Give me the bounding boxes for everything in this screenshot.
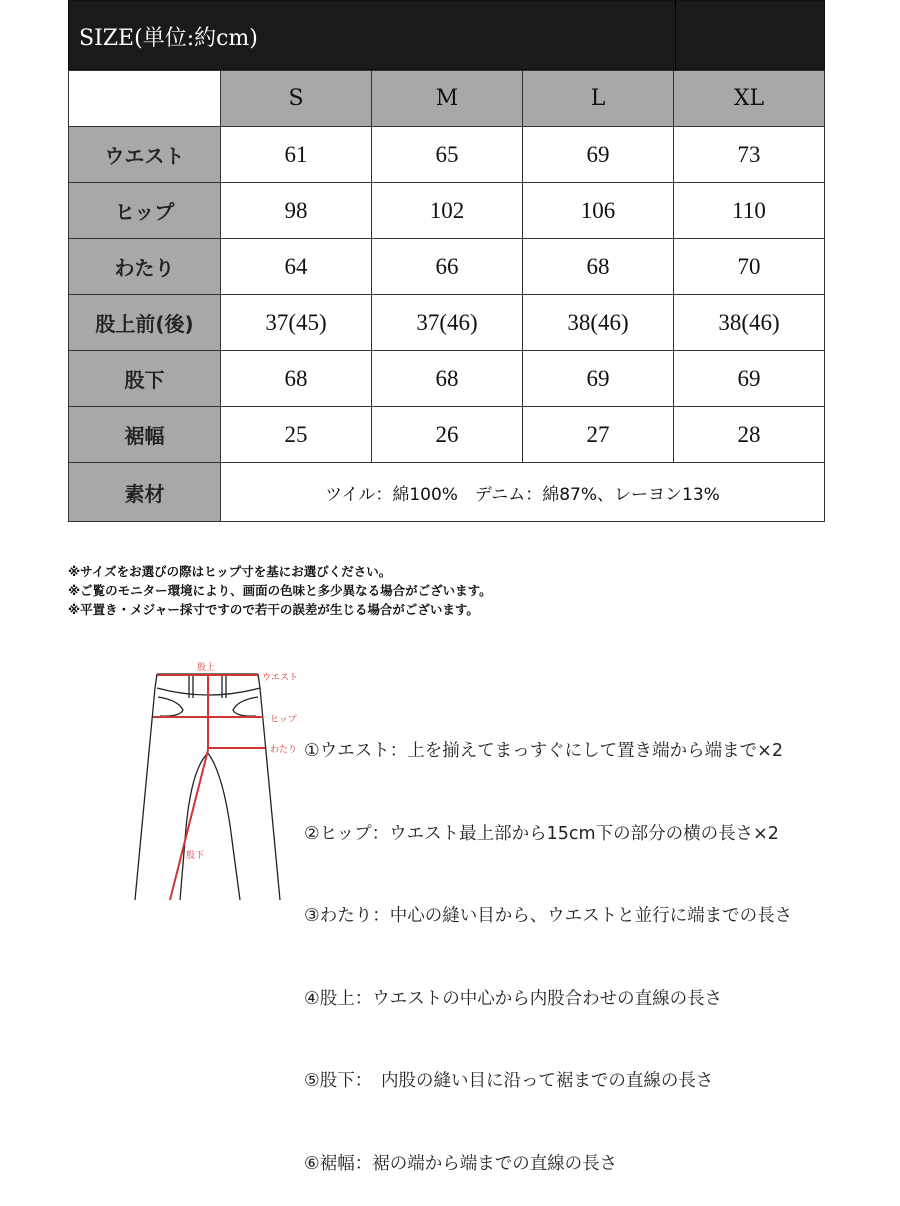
description-line: ③わたり：中心の縫い目から、ウエストと並行に端までの長さ <box>304 906 793 926</box>
diagram-label-inseam: 股下 <box>186 851 205 861</box>
table-row-thigh <box>69 239 825 295</box>
cell-value: 69 <box>523 351 674 407</box>
cell-value: 64 <box>221 239 372 295</box>
pants-measurement-diagram <box>100 640 320 900</box>
description-line: ⑥裾幅：裾の端から端までの直線の長さ <box>304 1153 618 1174</box>
cell-value: 98 <box>221 183 372 239</box>
cell-value: 110 <box>674 183 825 239</box>
table-row-hip <box>69 183 825 239</box>
row-label: 股上前(後) <box>69 295 221 351</box>
cell-value: 69 <box>523 127 674 183</box>
cell-value: 66 <box>372 239 523 295</box>
cell-value: 70 <box>674 239 825 295</box>
size-header-l: L <box>523 71 674 127</box>
diagram-label-rise: 股上 <box>197 663 216 673</box>
cell-value: 65 <box>372 127 523 183</box>
cell-value: 25 <box>221 407 372 463</box>
row-label: 股下 <box>69 351 221 407</box>
note-line: ※平置き・メジャー採寸ですので若干の誤差が生じる場合がございます。 <box>68 602 479 617</box>
size-chart-title: SIZE(単位:約cm) <box>79 26 258 51</box>
cell-value: 28 <box>674 407 825 463</box>
row-label: わたり <box>69 239 221 295</box>
cell-value: 106 <box>523 183 674 239</box>
title-divider <box>675 1 676 71</box>
size-chart-title-bar <box>68 0 825 70</box>
material-value: ツイル：綿100% デニム：綿87%、レーヨン13% <box>221 463 825 522</box>
size-header-m: M <box>372 71 523 127</box>
size-table <box>68 70 825 522</box>
table-row-rise <box>69 295 825 351</box>
size-header-row <box>69 71 825 127</box>
diagram-label-hip: ヒップ <box>270 715 297 725</box>
cell-value: 27 <box>523 407 674 463</box>
table-row-material <box>69 463 825 522</box>
note-line: ※ご覧のモニター環境により、画面の色味と多少異なる場合がございます。 <box>68 583 492 598</box>
table-row-hem-width <box>69 407 825 463</box>
size-notes <box>68 562 492 619</box>
size-chart <box>68 0 825 522</box>
measurement-descriptions <box>304 683 792 1206</box>
description-line: ②ヒップ：ウエスト最上部から15cm下の部分の横の長さ×2 <box>304 823 779 844</box>
row-label: ヒップ <box>69 183 221 239</box>
diagram-label-thigh: わたり <box>270 745 298 755</box>
row-label: 裾幅 <box>69 407 221 463</box>
row-label: ウエスト <box>69 127 221 183</box>
diagram-label-waist: ウエスト <box>262 673 299 683</box>
description-line: ⑤股下： 内股の縫い目に沿って裾までの直線の長さ <box>304 1071 714 1091</box>
cell-value: 68 <box>372 351 523 407</box>
size-header-s: S <box>221 71 372 127</box>
description-line: ④股上：ウエストの中心から内股合わせの直線の長さ <box>304 988 723 1009</box>
table-row-waist <box>69 127 825 183</box>
cell-value: 73 <box>674 127 825 183</box>
cell-value: 26 <box>372 407 523 463</box>
cell-value: 68 <box>523 239 674 295</box>
corner-cell <box>69 71 221 127</box>
cell-value: 61 <box>221 127 372 183</box>
description-line: ①ウエスト：上を揃えてまっすぐにして置き端から端まで×2 <box>304 741 783 761</box>
cell-value: 102 <box>372 183 523 239</box>
size-header-xl: XL <box>674 71 825 127</box>
cell-value: 38(46) <box>523 295 674 351</box>
cell-value: 69 <box>674 351 825 407</box>
row-label: 素材 <box>69 463 221 522</box>
note-line: ※サイズをお選びの際はヒップ寸を基にお選びください。 <box>68 564 392 579</box>
cell-value: 38(46) <box>674 295 825 351</box>
cell-value: 37(45) <box>221 295 372 351</box>
cell-value: 68 <box>221 351 372 407</box>
cell-value: 37(46) <box>372 295 523 351</box>
table-row-inseam <box>69 351 825 407</box>
